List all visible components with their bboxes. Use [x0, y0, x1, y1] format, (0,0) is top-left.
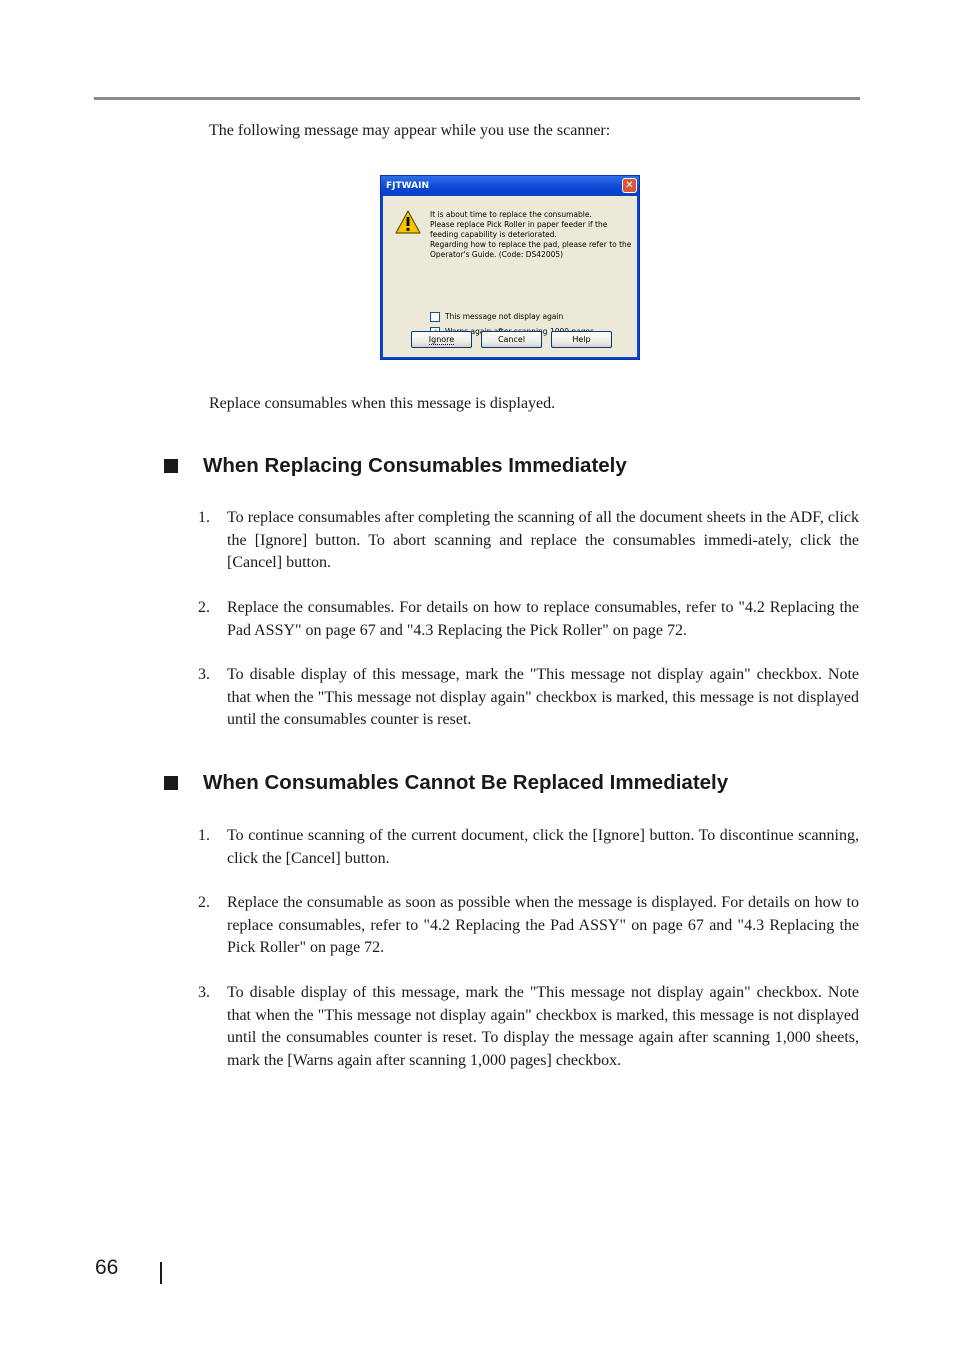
dialog-body	[381, 196, 639, 359]
message-line: Regarding how to replace the pad, please refer to the	[430, 240, 632, 249]
item-text: Replace the consumables. For details on how to replace consumables, refer to "4.2 Replacing the Pad ASSY" on page 67 and "4.3 Replacing the Pick Roller" on page 72.	[227, 599, 859, 639]
header-rule	[94, 97, 860, 100]
warning-icon	[395, 210, 421, 234]
item-text: To disable display of this message, mark the "This message not display again" checkbox. Note that when the "This message not display again" checkbox is marked, this message is not displayed until the consumables counter is reset. To display the message again after scanning 1,000 sheets, mark the [Warns again after scanning 1,000 pages] checkbox.	[227, 984, 859, 1069]
list-item	[198, 825, 859, 870]
fjtwain-dialog	[380, 175, 640, 360]
dialog-message	[430, 210, 635, 260]
item-text: To replace consumables after completing the scanning of all the document sheets in the ADF, click the [Ignore] button. To abort scanning and replace the consumables immedi-ately, click the [Cancel] button.	[227, 509, 859, 571]
dialog-title: FJTWAIN	[386, 181, 430, 191]
list-item	[198, 664, 859, 732]
list-item	[198, 507, 859, 575]
section1-heading	[164, 453, 627, 479]
message-line: Operator's Guide. (Code: DS42005)	[430, 250, 564, 259]
item-number: 1.	[198, 509, 210, 526]
item-text: To continue scanning of the current document, click the [Ignore] button. To discontinue scanning, click the [Cancel] button.	[227, 827, 859, 867]
message-line: Please replace Pick Roller in paper feeder if the	[430, 220, 608, 229]
cancel-button[interactable]: Cancel	[481, 331, 542, 348]
ignore-label: Ignore	[428, 335, 455, 344]
message-line: It is about time to replace the consumable.	[430, 210, 592, 219]
page-number-divider	[160, 1262, 162, 1284]
item-text: Replace the consumable as soon as possible when the message is displayed. For details on how to replace consumables, refer to "4.2 Replacing the Pad ASSY" on page 67 and "4.3 Replacing the Pick Roller" on page 72.	[227, 894, 859, 956]
item-number: 2.	[198, 599, 210, 616]
item-number: 2.	[198, 894, 210, 911]
ignore-button[interactable]	[411, 331, 472, 348]
list-item	[198, 982, 859, 1072]
page-number: 66	[95, 1256, 119, 1279]
after-dialog-text: Replace consumables when this message is displayed.	[209, 395, 556, 412]
list-item	[198, 892, 859, 960]
item-number: 3.	[198, 984, 210, 1001]
list-item	[198, 597, 859, 642]
item-number: 3.	[198, 666, 210, 683]
section2-heading	[164, 770, 728, 796]
item-text: To disable display of this message, mark the "This message not display again" checkbox. Note that when the "This message not display again" checkbox is marked, this message is not displayed until the consumables counter is reset.	[227, 666, 859, 728]
dont-display-again-checkbox[interactable]	[430, 312, 563, 322]
message-line: feeding capability is deteriorated.	[430, 230, 557, 239]
bullet-square-icon	[164, 776, 178, 790]
item-number: 1.	[198, 827, 210, 844]
checkbox-label: This message not display again	[445, 312, 564, 321]
checkbox-box[interactable]	[430, 312, 440, 322]
intro-text: The following message may appear while you use the scanner:	[209, 122, 611, 139]
section1-title: When Replacing Consumables Immediately	[203, 454, 627, 477]
section2-title: When Consumables Cannot Be Replaced Immediately	[203, 771, 729, 794]
bullet-square-icon	[164, 459, 178, 473]
help-button[interactable]: Help	[551, 331, 612, 348]
dialog-titlebar	[381, 176, 639, 196]
close-icon[interactable]: ✕	[622, 178, 637, 193]
